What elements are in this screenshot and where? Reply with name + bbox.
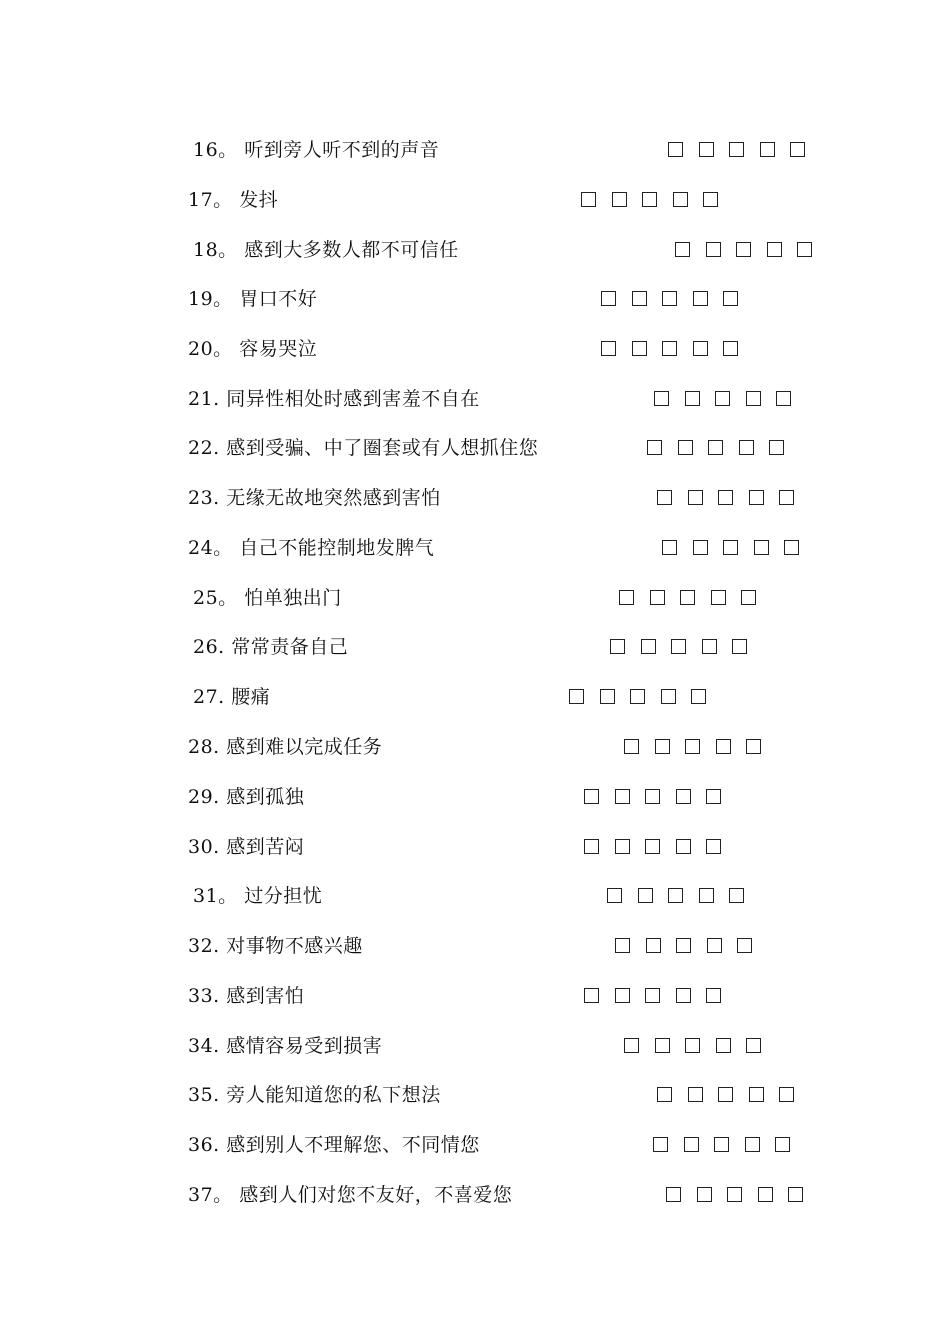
rating-checkbox[interactable]: [610, 639, 625, 654]
item-question-text: 33. 感到害怕: [188, 985, 305, 1007]
rating-checkbox[interactable]: [706, 839, 721, 854]
rating-checkbox[interactable]: [706, 789, 721, 804]
rating-checkbox[interactable]: [668, 888, 683, 903]
item-question-text: 29. 感到孤独: [188, 786, 305, 808]
rating-checkbox[interactable]: [697, 1187, 712, 1202]
rating-checkbox[interactable]: [615, 839, 630, 854]
rating-checkbox[interactable]: [729, 888, 744, 903]
rating-checkbox[interactable]: [676, 938, 691, 953]
item-question-text: 26. 常常责备自己: [193, 636, 349, 658]
questionnaire-item: [0, 1130, 900, 1160]
rating-checkbox[interactable]: [684, 1137, 699, 1152]
rating-checkbox[interactable]: [661, 689, 676, 704]
rating-checkbox[interactable]: [666, 1187, 681, 1202]
rating-checkbox-group: [615, 936, 752, 956]
rating-checkbox[interactable]: [749, 490, 764, 505]
item-question-text: 37。 感到人们对您不友好，不喜爱您: [188, 1184, 513, 1206]
rating-checkbox[interactable]: [662, 540, 677, 555]
rating-checkbox[interactable]: [653, 1137, 668, 1152]
rating-checkbox[interactable]: [732, 639, 747, 654]
rating-checkbox[interactable]: [638, 888, 653, 903]
item-question-text: 36. 感到别人不理解您、不同情您: [188, 1134, 480, 1156]
rating-checkbox[interactable]: [691, 689, 706, 704]
rating-checkbox-group: [581, 190, 718, 210]
rating-checkbox-group: [601, 339, 738, 359]
rating-checkbox[interactable]: [746, 391, 761, 406]
rating-checkbox[interactable]: [723, 291, 738, 306]
rating-checkbox-group: [662, 538, 799, 558]
questionnaire-item: [0, 832, 900, 862]
rating-checkbox-group: [584, 837, 721, 857]
rating-checkbox[interactable]: [702, 639, 717, 654]
questionnaire-item: [0, 384, 900, 414]
rating-checkbox[interactable]: [615, 988, 630, 1003]
item-question-text: 18。 感到大多数人都不可信任: [193, 239, 459, 261]
questionnaire-item: [0, 1080, 900, 1110]
rating-checkbox-group: [666, 1185, 803, 1205]
rating-checkbox[interactable]: [779, 1087, 794, 1102]
rating-checkbox[interactable]: [662, 291, 677, 306]
rating-checkbox-group: [624, 1036, 761, 1056]
rating-checkbox[interactable]: [775, 1137, 790, 1152]
rating-checkbox[interactable]: [584, 988, 599, 1003]
rating-checkbox[interactable]: [668, 142, 683, 157]
rating-checkbox[interactable]: [581, 192, 596, 207]
rating-checkbox[interactable]: [584, 789, 599, 804]
rating-checkbox[interactable]: [688, 490, 703, 505]
rating-checkbox[interactable]: [784, 540, 799, 555]
questionnaire-item: [0, 732, 900, 762]
rating-checkbox[interactable]: [708, 440, 723, 455]
rating-checkbox[interactable]: [646, 938, 661, 953]
item-question-text: 34. 感情容易受到损害: [188, 1035, 383, 1057]
item-question-text: 19。 胃口不好: [188, 288, 318, 310]
rating-checkbox[interactable]: [678, 440, 693, 455]
questionnaire-item: [0, 981, 900, 1011]
rating-checkbox[interactable]: [607, 888, 622, 903]
rating-checkbox[interactable]: [619, 590, 634, 605]
rating-checkbox[interactable]: [657, 1087, 672, 1102]
rating-checkbox[interactable]: [642, 192, 657, 207]
rating-checkbox[interactable]: [699, 142, 714, 157]
rating-checkbox[interactable]: [779, 490, 794, 505]
rating-checkbox[interactable]: [703, 192, 718, 207]
rating-checkbox[interactable]: [718, 1087, 733, 1102]
rating-checkbox-group: [624, 737, 761, 757]
questionnaire-item: [0, 135, 900, 165]
item-question-text: 35. 旁人能知道您的私下想法: [188, 1084, 441, 1106]
rating-checkbox[interactable]: [723, 341, 738, 356]
questionnaire-item: [0, 1180, 900, 1210]
rating-checkbox[interactable]: [746, 1038, 761, 1053]
rating-checkbox[interactable]: [746, 739, 761, 754]
rating-checkbox[interactable]: [645, 988, 660, 1003]
rating-checkbox[interactable]: [600, 689, 615, 704]
rating-checkbox[interactable]: [769, 440, 784, 455]
rating-checkbox[interactable]: [612, 192, 627, 207]
item-question-text: 31。 过分担忧: [193, 885, 323, 907]
rating-checkbox-group: [668, 140, 805, 160]
rating-checkbox[interactable]: [767, 242, 782, 257]
rating-checkbox[interactable]: [797, 242, 812, 257]
rating-checkbox[interactable]: [655, 1038, 670, 1053]
questionnaire-item: [0, 931, 900, 961]
rating-checkbox[interactable]: [673, 192, 688, 207]
questionnaire-item: [0, 682, 900, 712]
rating-checkbox-group: [619, 588, 756, 608]
item-question-text: 24。 自己不能控制地发脾气: [188, 537, 435, 559]
rating-checkbox[interactable]: [641, 639, 656, 654]
rating-checkbox[interactable]: [675, 242, 690, 257]
rating-checkbox-group: [654, 389, 791, 409]
questionnaire-item: [0, 433, 900, 463]
questionnaire-item: [0, 1031, 900, 1061]
rating-checkbox[interactable]: [715, 391, 730, 406]
questionnaire-item: [0, 185, 900, 215]
rating-checkbox[interactable]: [790, 142, 805, 157]
item-question-text: 21. 同异性相处时感到害羞不自在: [188, 388, 480, 410]
rating-checkbox-group: [584, 787, 721, 807]
rating-checkbox-group: [569, 687, 706, 707]
rating-checkbox[interactable]: [655, 739, 670, 754]
rating-checkbox[interactable]: [584, 839, 599, 854]
rating-checkbox-group: [657, 1085, 794, 1105]
rating-checkbox[interactable]: [716, 739, 731, 754]
rating-checkbox[interactable]: [706, 242, 721, 257]
rating-checkbox[interactable]: [601, 291, 616, 306]
item-question-text: 17。 发抖: [188, 189, 279, 211]
rating-checkbox[interactable]: [729, 142, 744, 157]
rating-checkbox-group: [601, 289, 738, 309]
rating-checkbox[interactable]: [693, 540, 708, 555]
item-question-text: 20。 容易哭泣: [188, 338, 318, 360]
rating-checkbox-group: [653, 1135, 790, 1155]
rating-checkbox[interactable]: [601, 341, 616, 356]
item-question-text: 16。 听到旁人听不到的声音: [193, 139, 440, 161]
rating-checkbox[interactable]: [657, 490, 672, 505]
rating-checkbox[interactable]: [645, 789, 660, 804]
rating-checkbox[interactable]: [680, 590, 695, 605]
rating-checkbox[interactable]: [685, 1038, 700, 1053]
questionnaire-item: [0, 483, 900, 513]
rating-checkbox[interactable]: [676, 839, 691, 854]
questionnaire-item: [0, 632, 900, 662]
item-question-text: 28. 感到难以完成任务: [188, 736, 383, 758]
rating-checkbox[interactable]: [654, 391, 669, 406]
rating-checkbox[interactable]: [699, 888, 714, 903]
rating-checkbox[interactable]: [647, 440, 662, 455]
rating-checkbox-group: [607, 886, 744, 906]
rating-checkbox[interactable]: [615, 938, 630, 953]
rating-checkbox[interactable]: [707, 938, 722, 953]
rating-checkbox[interactable]: [662, 341, 677, 356]
rating-checkbox[interactable]: [693, 341, 708, 356]
rating-checkbox-group: [647, 438, 784, 458]
item-question-text: 22. 感到受骗、中了圈套或有人想抓住您: [188, 437, 539, 459]
rating-checkbox[interactable]: [650, 590, 665, 605]
rating-checkbox[interactable]: [727, 1187, 742, 1202]
rating-checkbox[interactable]: [758, 1187, 773, 1202]
rating-checkbox[interactable]: [569, 689, 584, 704]
rating-checkbox[interactable]: [737, 938, 752, 953]
rating-checkbox[interactable]: [632, 291, 647, 306]
rating-checkbox[interactable]: [718, 490, 733, 505]
rating-checkbox[interactable]: [745, 1137, 760, 1152]
rating-checkbox[interactable]: [788, 1187, 803, 1202]
rating-checkbox[interactable]: [676, 988, 691, 1003]
questionnaire-item: [0, 583, 900, 613]
rating-checkbox-group: [584, 986, 721, 1006]
rating-checkbox[interactable]: [685, 739, 700, 754]
rating-checkbox-group: [657, 488, 794, 508]
rating-checkbox[interactable]: [723, 540, 738, 555]
rating-checkbox[interactable]: [754, 540, 769, 555]
rating-checkbox[interactable]: [630, 689, 645, 704]
rating-checkbox[interactable]: [624, 1038, 639, 1053]
item-question-text: 30. 感到苦闷: [188, 836, 305, 858]
item-question-text: 27. 腰痛: [193, 686, 271, 708]
rating-checkbox[interactable]: [711, 590, 726, 605]
rating-checkbox[interactable]: [741, 590, 756, 605]
rating-checkbox[interactable]: [688, 1087, 703, 1102]
rating-checkbox[interactable]: [749, 1087, 764, 1102]
item-question-text: 25。 怕单独出门: [193, 587, 342, 609]
rating-checkbox[interactable]: [671, 639, 686, 654]
questionnaire-item: [0, 235, 900, 265]
rating-checkbox[interactable]: [736, 242, 751, 257]
rating-checkbox[interactable]: [716, 1038, 731, 1053]
questionnaire-item: [0, 284, 900, 314]
rating-checkbox[interactable]: [632, 341, 647, 356]
rating-checkbox[interactable]: [693, 291, 708, 306]
rating-checkbox[interactable]: [760, 142, 775, 157]
item-question-text: 23. 无缘无故地突然感到害怕: [188, 487, 441, 509]
rating-checkbox[interactable]: [645, 839, 660, 854]
questionnaire-item: [0, 782, 900, 812]
questionnaire-item: [0, 533, 900, 563]
rating-checkbox[interactable]: [739, 440, 754, 455]
rating-checkbox[interactable]: [676, 789, 691, 804]
questionnaire-item: [0, 334, 900, 364]
rating-checkbox[interactable]: [685, 391, 700, 406]
item-question-text: 32. 对事物不感兴趣: [188, 935, 363, 957]
questionnaire-item: [0, 881, 900, 911]
rating-checkbox[interactable]: [706, 988, 721, 1003]
rating-checkbox-group: [610, 637, 747, 657]
rating-checkbox-group: [675, 240, 812, 260]
rating-checkbox[interactable]: [615, 789, 630, 804]
rating-checkbox[interactable]: [624, 739, 639, 754]
rating-checkbox[interactable]: [776, 391, 791, 406]
rating-checkbox[interactable]: [714, 1137, 729, 1152]
